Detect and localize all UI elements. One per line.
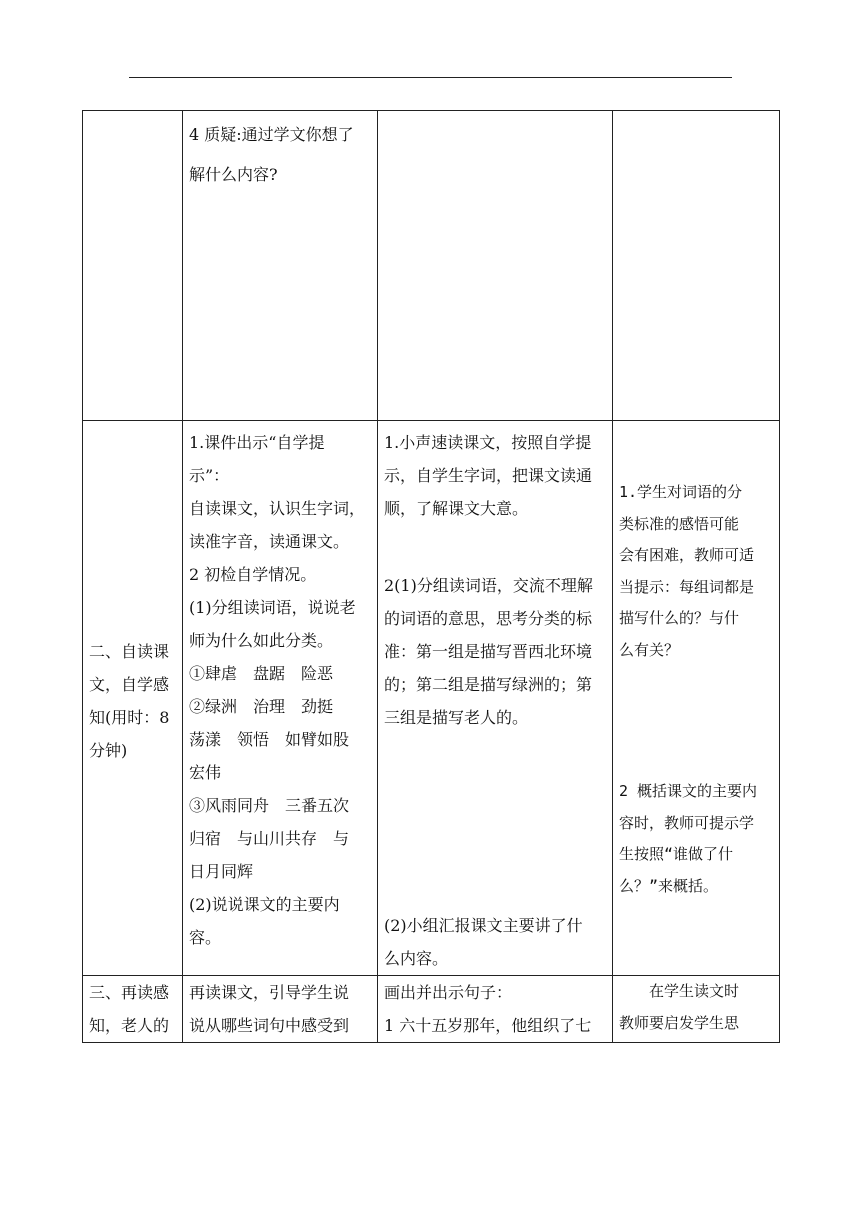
- cell-line: 么？”来概括。: [619, 876, 719, 895]
- cell-line: 会有困难，教师可适: [619, 546, 755, 564]
- cell-line: 在学生读文时: [619, 982, 740, 1000]
- cell-line: 的；第二组是描写绿洲的；第: [384, 675, 593, 694]
- cell-line: ②绿洲 治理 劲挺: [189, 697, 334, 716]
- cell-line: 当提示：每组词都是: [619, 577, 755, 596]
- cell-line: 知，老人的: [89, 1016, 170, 1035]
- cell-line: 生按照“谁做了什: [619, 845, 734, 863]
- cell-line: 再读课文，引导学生说: [189, 983, 350, 1002]
- cell-line: 容时，教师可提示学: [619, 813, 755, 832]
- cell-line: 描写什么的？与什: [619, 609, 740, 627]
- cell-line: 1 六十五岁那年，他组织了七: [384, 1016, 592, 1035]
- table-row: [83, 976, 780, 1043]
- row1-col4-cell: [613, 111, 780, 421]
- row3-student-cell: [378, 976, 613, 1043]
- cell-line: 荡漾 领悟 如臂如股: [189, 730, 350, 749]
- cell-line: ①肆虐 盘踞 险恶: [189, 664, 334, 683]
- row3-teacher-cell: [183, 976, 378, 1043]
- cell-line: 1.小声速读课文，按照自学提: [384, 433, 592, 452]
- cell-line: 自读课文，认识生字词，: [189, 499, 366, 518]
- cell-line: 三组是描写老人的。: [384, 708, 529, 727]
- cell-line: 说从哪些词句中感受到: [189, 1016, 350, 1035]
- row2-teacher-cell: [183, 421, 378, 976]
- cell-line: 三、再读感: [89, 983, 170, 1002]
- cell-line: 二、自读课: [89, 642, 170, 661]
- cell-line: 知(用时：8: [89, 708, 170, 727]
- cell-line: 画出并出示句子：: [384, 983, 513, 1002]
- cell-line: 示”：: [189, 466, 230, 485]
- cell-line: (2)说说课文的主要内: [189, 895, 340, 914]
- table-row: [83, 111, 780, 421]
- table-row: [83, 421, 780, 976]
- cell-line: 归宿 与山川共存 与: [189, 829, 350, 848]
- cell-line: 顺，了解课文大意。: [384, 499, 529, 518]
- cell-line: 1.学生对词语的分: [619, 483, 743, 501]
- cell-line: 1.课件出示“自学提: [189, 433, 325, 452]
- row1-col3-cell: [378, 111, 613, 421]
- row2-student-cell: [378, 421, 613, 976]
- cell-line: 准：第一组是描写晋西北环境: [384, 642, 593, 661]
- header-rule: [129, 77, 732, 78]
- cell-line: 教师要启发学生思: [619, 1013, 740, 1032]
- cell-line: 分钟): [89, 741, 128, 760]
- cell-line: 2 初检自学情况。: [189, 565, 317, 584]
- cell-line: 读准字音，读通课文。: [189, 532, 350, 551]
- cell-line: (1)分组读词语，说说老: [189, 598, 356, 617]
- cell-line: 2(1)分组读词语，交流不理解: [384, 576, 593, 595]
- cell-line: 文，自学感: [89, 675, 170, 694]
- cell-line: 宏伟: [189, 763, 222, 782]
- cell-line: 日月同辉: [189, 862, 254, 881]
- row1-col1-cell: [83, 111, 183, 421]
- cell-line: 类标准的感悟可能: [619, 514, 740, 533]
- row3-notes-cell: [613, 976, 780, 1043]
- cell-line: (2)小组汇报课文主要讲了什: [384, 916, 583, 935]
- cell-line: 2 概括课文的主要内: [619, 782, 758, 800]
- cell-line: 容。: [189, 928, 222, 947]
- cell-line: 的词语的意思，思考分类的标: [384, 609, 593, 628]
- cell-line: 4 质疑:通过学文你想了: [189, 125, 354, 144]
- cell-line: 么有关？: [619, 640, 680, 659]
- row3-stage-cell: [83, 976, 183, 1043]
- cell-line: 师为什么如此分类。: [189, 631, 334, 650]
- lesson-plan-table: [82, 110, 780, 1043]
- row1-col2-cell: [183, 111, 378, 421]
- cell-line: 解什么内容?: [189, 165, 278, 184]
- cell-line: 示，自学生字词，把课文读通: [384, 466, 593, 485]
- row2-notes-cell: [613, 421, 780, 976]
- row2-stage-cell: [83, 421, 183, 976]
- cell-line: ③风雨同舟 三番五次: [189, 796, 350, 815]
- cell-line: 么内容。: [384, 949, 449, 968]
